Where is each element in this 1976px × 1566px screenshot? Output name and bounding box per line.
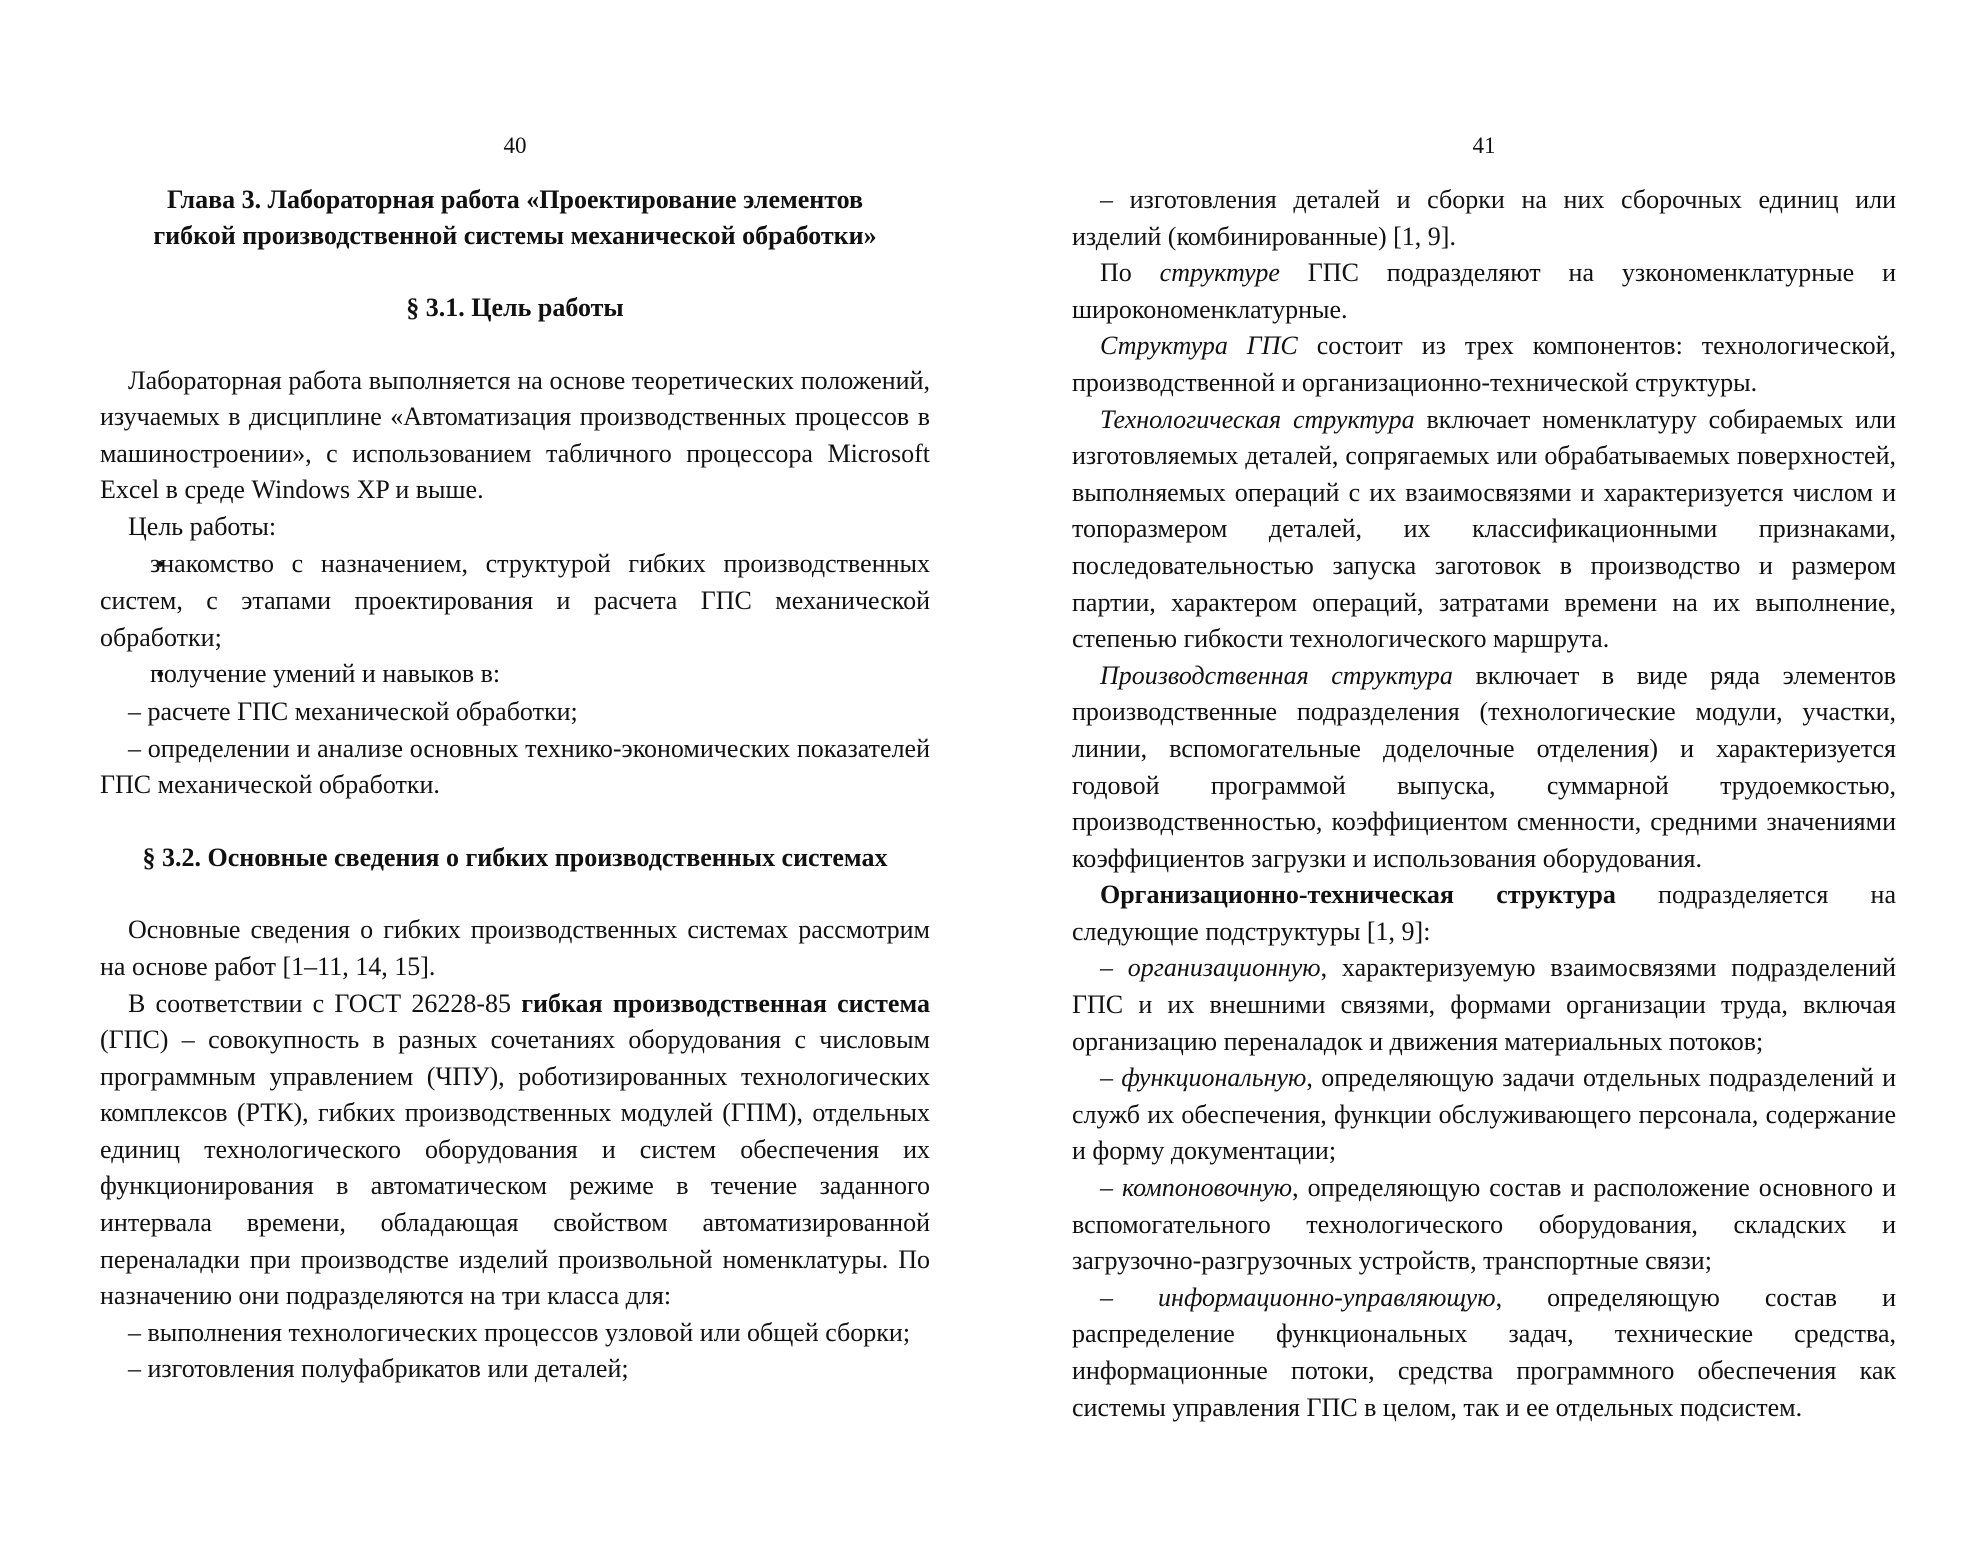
left-page xyxy=(100,0,930,1566)
dash-item: – информационно-управляющую, определяющую состав и распределение функциональных задач, технические средства, информационные потоки, средства программного обеспечения как системы управления ГПС в целом, так и ее отдельных подсистем. xyxy=(1072,1282,1896,1422)
dash-item: – изготовления деталей и сборки на них сборочных единиц или изделий (комбинированные) [1, 9]. xyxy=(1072,185,1896,251)
paragraph: По структуре ГПС подразделяют на узкономенклатурные и широкономенклатурные. xyxy=(1072,258,1896,324)
paragraph: Организационно-техническая структура подразделяется на следующие подструктуры [1, 9]: xyxy=(1072,880,1897,946)
bullet-item: • знакомство с назначением, структурой гибких производственных систем, с этапами проектирования и расчета ГПС механической обработки; xyxy=(100,546,930,657)
bullet-icon xyxy=(128,549,150,578)
bullet-item: • получение умений и навыков в: xyxy=(100,656,930,694)
dash-item: – функциональную, определяющую задачи отдельных подразделений и служб их обеспечения, функции обслуживающего персонала, содержание и форму документации; xyxy=(1072,1063,1897,1166)
page-number: 40 xyxy=(503,133,527,158)
dash-item: – выполнения технологических процессов узловой или общей сборки; xyxy=(128,1317,911,1347)
paragraph: Структура ГПС состоит из трех компонентов: технологической, производственной и организационно-технической структуры. xyxy=(1072,331,1896,397)
dash-item: – определении и анализе основных технико-экономических показателей ГПС механической обработки. xyxy=(100,733,930,800)
chapter-title: Глава 3. Лабораторная работа «Проектирование элементов гибкой производственной системы механической обработки» xyxy=(153,185,877,250)
page-number: 41 xyxy=(1472,133,1496,158)
dash-item: – компоновочную, определяющую состав и расположение основного и вспомогательного технологического оборудования, складских и загрузочно-разгрузочных устройств, транспортные связи; xyxy=(1072,1173,1896,1276)
left-page-text xyxy=(100,182,930,1388)
paragraph: Производственная структура включает в виде ряда элементов производственные подразделения (технологические модули, участки, линии, вспомогательные доделочные отделения) и характеризуется годовой программой выпуска, суммарной трудоемкостью, производственностью, коэффициентом сменности, средними значениями коэффициентов загрузки и использования оборудования. xyxy=(1072,660,1896,873)
dash-item: – изготовления полуфабрикатов или деталей; xyxy=(128,1354,629,1384)
section-heading: § 3.1. Цель работы xyxy=(406,293,624,322)
bullet-icon xyxy=(128,659,150,688)
paragraph: Цель работы: xyxy=(128,511,277,541)
paragraph: Лабораторная работа выполняется на основе теоретических положений, изучаемых в дисциплине «Автоматизация производственных процессов в машиностроении», с использованием табличного процессора Microsoft Excel в среде Windows XP и выше. xyxy=(100,365,930,505)
paragraph: Технологическая структура включает номенклатуру собираемых или изготовляемых деталей, сопрягаемых или обрабатываемых поверхностей, выполняемых операций с их взаимосвязями и характеризуется числом и топоразмером деталей, их классификационными признаками, последовательностью запуска заготовок в производство и размером партии, характером операций, затратами времени на их выполнение, степенью гибкости технологического маршрута. xyxy=(1072,404,1896,654)
dash-item: – организационную, характеризуемую взаимосвязями подразделений ГПС и их внешними связями, формами организации труда, включая организацию переналадок и движения материальных потоков; xyxy=(1072,953,1896,1056)
section-heading: § 3.2. Основные сведения о гибких производственных системах xyxy=(142,842,888,872)
paragraph: Основные сведения о гибких производственных системах рассмотрим на основе работ [1–11, 14, 15]. xyxy=(100,915,930,981)
paragraph: В соответствии с ГОСТ 26228-85 гибкая производственная система (ГПС) – совокупность в разных сочетаниях оборудования с числовым программным управлением (ЧПУ), роботизированных технологических комплексов (РТК), гибких производственных модулей (ГПМ), отдельных единиц технологического оборудования и систем обеспечения их функционирования в автоматическом режиме в течение заданного интервала времени, обладающая свойством автоматизированной переналадки при производстве изделий произвольной номенклатуры. По назначению они подразделяются на три класса для: xyxy=(100,988,930,1311)
right-page-text xyxy=(1072,182,1896,1426)
dash-item: – расчете ГПС механической обработки; xyxy=(128,696,578,726)
right-page xyxy=(1072,0,1896,1566)
